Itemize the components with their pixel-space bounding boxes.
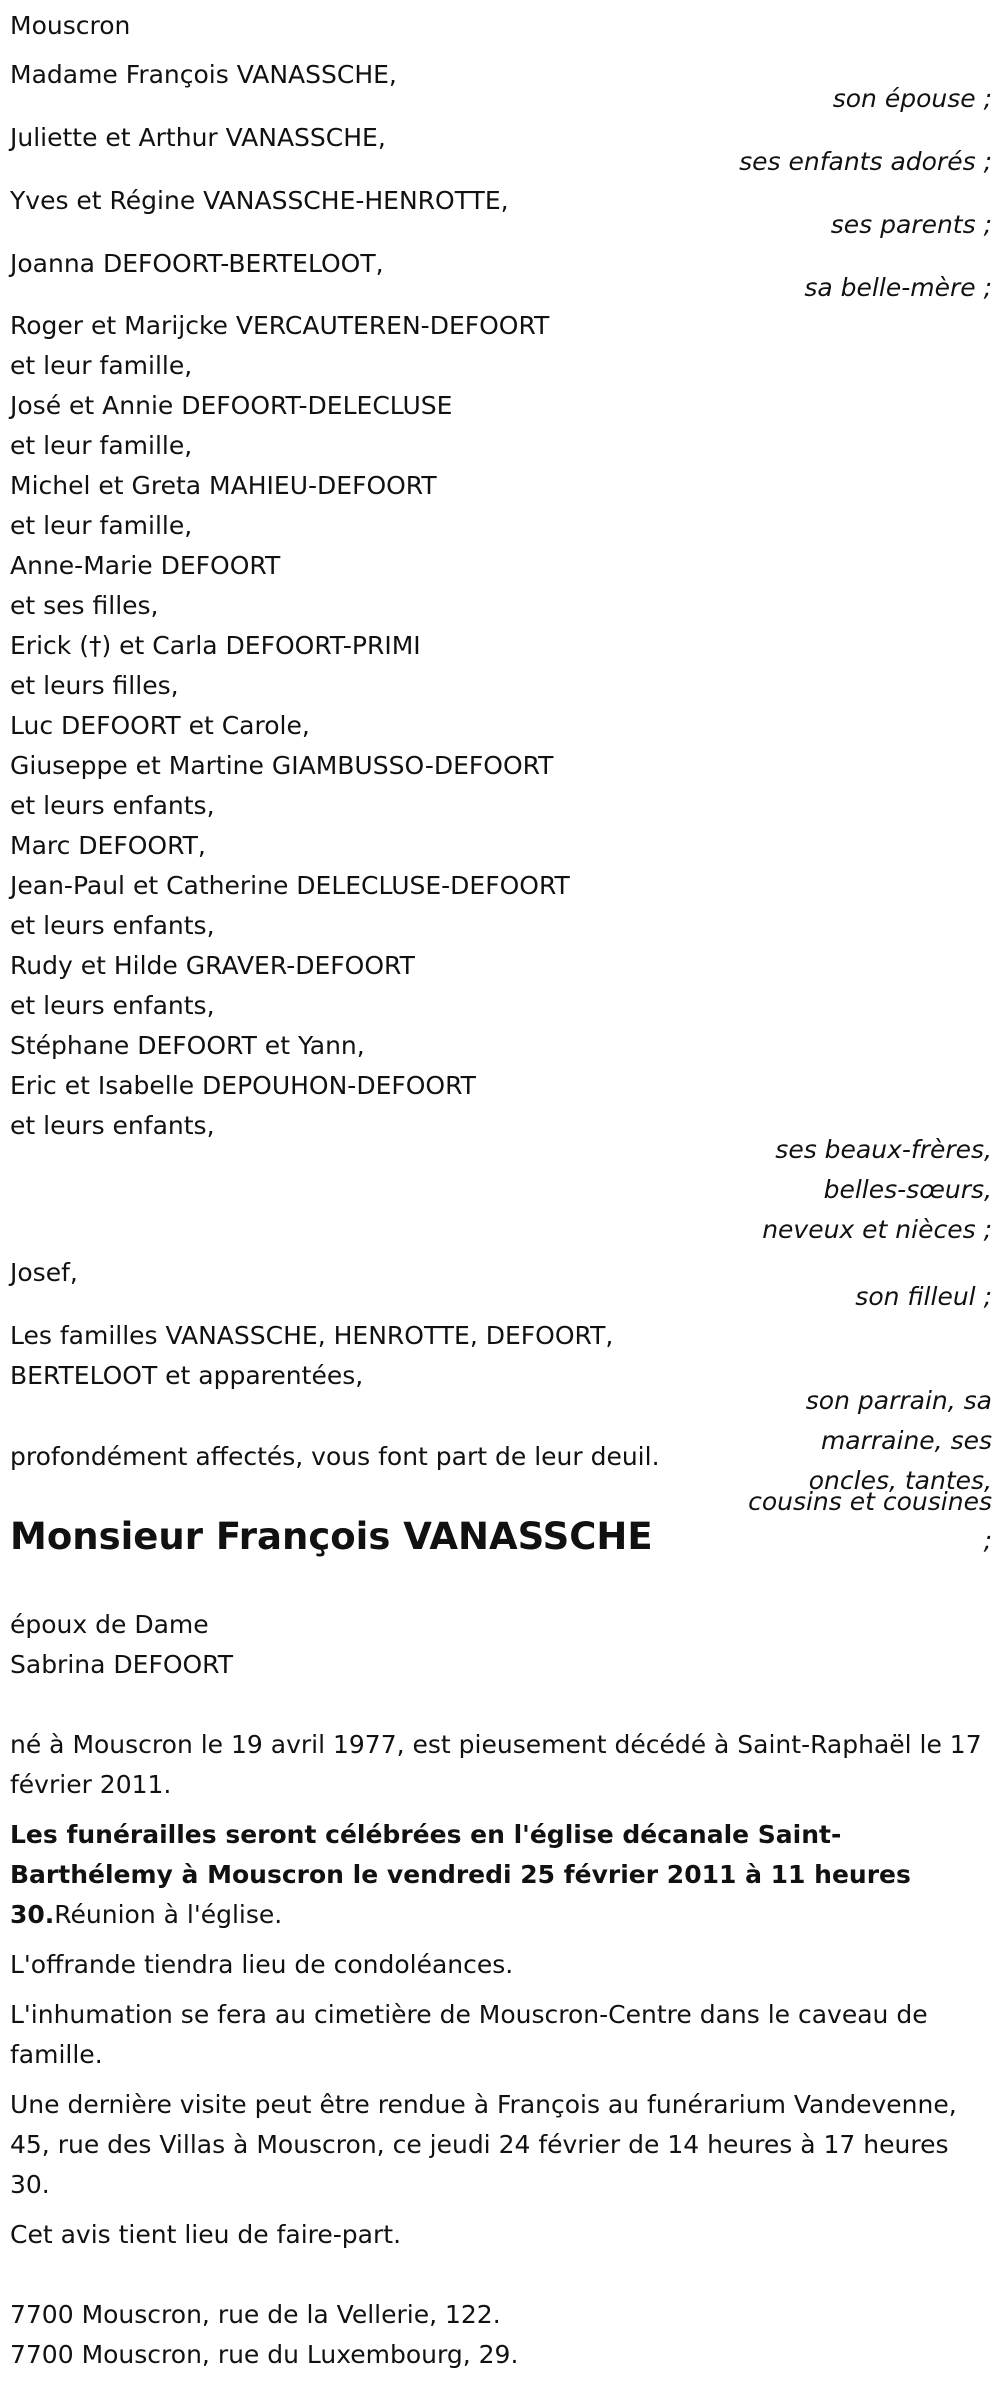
address-line: 7700 Mouscron, rue de la Vellerie, 122.: [10, 2300, 501, 2329]
funeral-paragraph: [10, 1815, 992, 1935]
in-law-line: Jean-Paul et Catherine DELECLUSE-DEFOORT: [10, 871, 570, 900]
city-header: Mouscron: [10, 11, 131, 40]
in-law-line: Luc DEFOORT et Carole,: [10, 711, 310, 740]
funeral-bold-text: Les funérailles seront célébrées en l'église décanale Saint-Barthélemy à Mouscron le vendredi 25 février 2011 à 11 heures 30.: [10, 1820, 911, 1929]
families-relation: marraine, ses: [820, 1426, 992, 1455]
families-line: BERTELOOT et apparentées,: [10, 1361, 364, 1390]
in-laws-relation: neveux et nièces ;: [762, 1215, 992, 1244]
family-relation: son épouse ;: [832, 84, 992, 113]
families-relation: cousins et cousines: [748, 1487, 992, 1516]
family-name: Yves et Régine VANASSCHE-HENROTTE,: [10, 186, 509, 215]
deceased-title: Monsieur François VANASSCHE: [10, 1515, 653, 1558]
family-relation: sa belle-mère ;: [804, 273, 992, 302]
family-relation: ses enfants adorés ;: [739, 147, 992, 176]
family-name: Juliette et Arthur VANASSCHE,: [10, 123, 386, 152]
spouse-line: époux de Dame: [10, 1610, 209, 1639]
in-law-line: et ses filles,: [10, 591, 159, 620]
families-relation: oncles, tantes,: [808, 1466, 992, 1495]
in-law-line: Michel et Greta MAHIEU-DEFOORT: [10, 471, 437, 500]
in-laws-relation: ses beaux-frères,: [775, 1135, 992, 1164]
families-relation: ;: [983, 1526, 992, 1555]
offering-paragraph: L'offrande tiendra lieu de condoléances.: [10, 1950, 514, 1979]
funeral-rest-text: Réunion à l'église.: [54, 1900, 283, 1929]
in-law-line: et leurs filles,: [10, 671, 179, 700]
address-line: 7700 Mouscron, rue du Luxembourg, 29.: [10, 2340, 519, 2369]
in-law-line: et leurs enfants,: [10, 911, 215, 940]
in-law-line: et leurs enfants,: [10, 791, 215, 820]
in-law-line: Roger et Marijcke VERCAUTEREN-DEFOORT: [10, 311, 550, 340]
burial-paragraph: L'inhumation se fera au cimetière de Mouscron-Centre dans le caveau de famille.: [10, 2000, 928, 2069]
spouse-line: Sabrina DEFOORT: [10, 1650, 233, 1679]
in-law-line: et leur famille,: [10, 351, 193, 380]
in-law-line: Eric et Isabelle DEPOUHON-DEFOORT: [10, 1071, 476, 1100]
in-law-line: et leurs enfants,: [10, 991, 215, 1020]
family-relation: ses parents ;: [830, 210, 992, 239]
birth-death-paragraph: né à Mouscron le 19 avril 1977, est pieusement décédé à Saint-Raphaël le 17 février 2011.: [10, 1730, 982, 1799]
families-line: Les familles VANASSCHE, HENROTTE, DEFOORT,: [10, 1321, 614, 1350]
closing-line: profondément affectés, vous font part de leur deuil.: [10, 1442, 660, 1471]
in-law-line: Erick (†) et Carla DEFOORT-PRIMI: [10, 631, 421, 660]
godson-name: Josef,: [10, 1258, 78, 1287]
in-law-line: Stéphane DEFOORT et Yann,: [10, 1031, 365, 1060]
notice-paragraph: Cet avis tient lieu de faire-part.: [10, 2220, 402, 2249]
family-name: Joanna DEFOORT-BERTELOOT,: [10, 249, 384, 278]
in-law-line: Rudy et Hilde GRAVER-DEFOORT: [10, 951, 415, 980]
godson-relation: son filleul ;: [855, 1282, 992, 1311]
in-law-line: Giuseppe et Martine GIAMBUSSO-DEFOORT: [10, 751, 554, 780]
in-law-line: et leurs enfants,: [10, 1111, 215, 1140]
family-name: Madame François VANASSCHE,: [10, 60, 397, 89]
visit-paragraph: Une dernière visite peut être rendue à François au funérarium Vandevenne, 45, rue des Villas à Mouscron, ce jeudi 24 février de 14 heures à 17 heures 30.: [10, 2090, 957, 2199]
families-relation: son parrain, sa: [805, 1386, 992, 1415]
in-law-line: José et Annie DEFOORT-DELECLUSE: [10, 391, 453, 420]
in-law-line: Marc DEFOORT,: [10, 831, 206, 860]
in-law-line: et leur famille,: [10, 431, 193, 460]
in-law-line: et leur famille,: [10, 511, 193, 540]
in-law-line: Anne-Marie DEFOORT: [10, 551, 281, 580]
in-laws-relation: belles-sœurs,: [823, 1175, 992, 1204]
